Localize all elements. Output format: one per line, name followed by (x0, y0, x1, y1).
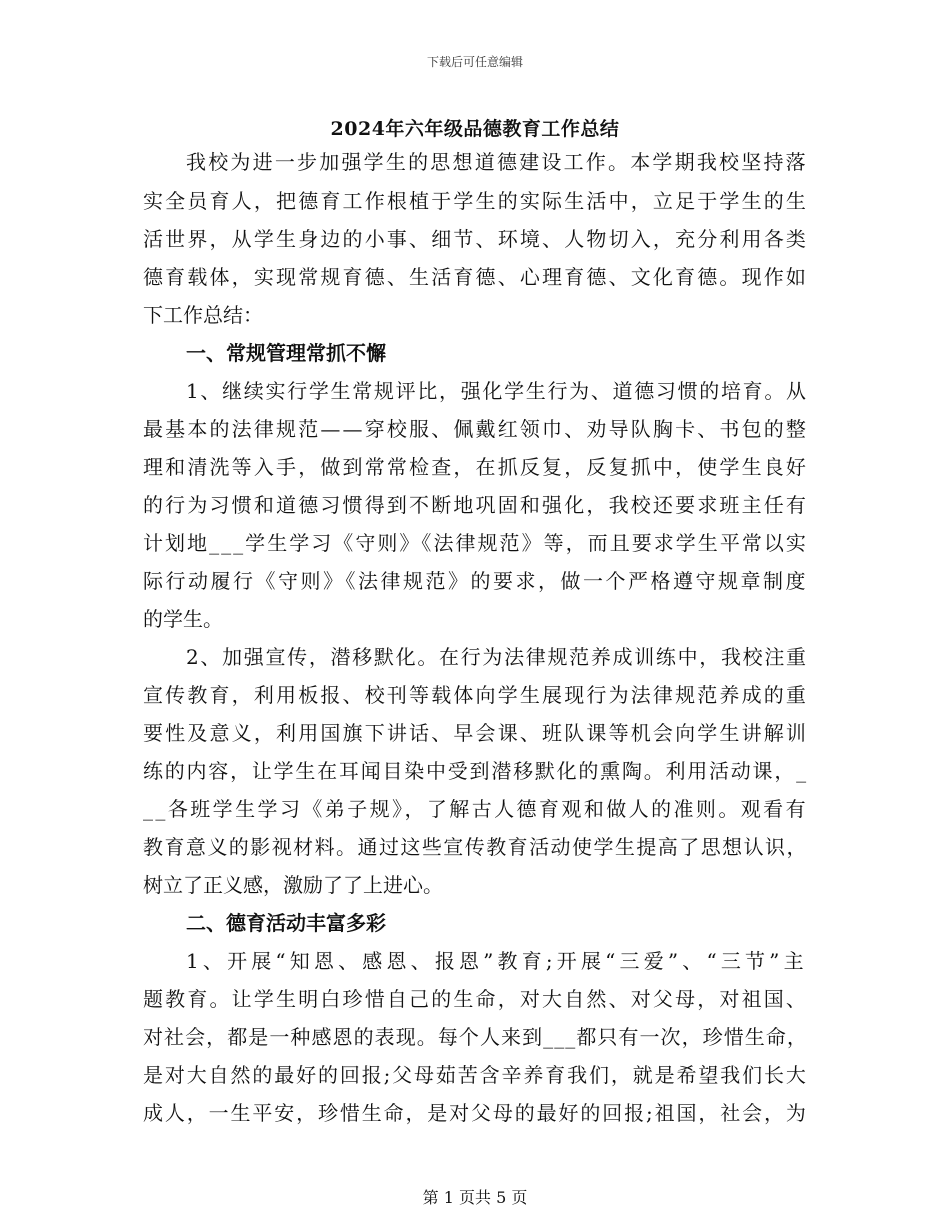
body-line: 题教育。让学生明白珍惜自己的生命，对大自然、对父母，对祖国、 (143, 987, 809, 1011)
section-heading-1: 一、常规管理常抓不懈 (186, 341, 386, 365)
section-heading-2: 二、德育活动丰富多彩 (186, 911, 386, 935)
body-line: 是对大自然的最好的回报;父母茹苦含辛养育我们，就是希望我们长大 (143, 1063, 808, 1087)
body-line: 际行动履行《守则》《法律规范》的要求，做一个严格遵守规章制度 (143, 569, 808, 593)
body-line: 最基本的法律规范——穿校服、佩戴红领巾、劝导队胸卡、书包的整 (143, 417, 809, 441)
document-title: 2024年六年级品德教育工作总结 (330, 118, 620, 140)
body-line: 计划地___学生学习《守则》《法律规范》等，而且要求学生平常以实 (143, 531, 808, 555)
body-line: 下工作总结： (143, 303, 263, 327)
body-line: 的学生。 (143, 607, 223, 631)
body-line: 树立了正义感，激励了了上进心。 (143, 873, 443, 897)
body-line: 宣传教育，利用板报、校刊等载体向学生展现行为法律规范养成的重 (143, 683, 809, 707)
body-line: 2、加强宣传，潜移默化。在行为法律规范养成训练中，我校注重 (186, 645, 808, 669)
body-line: 对社会，都是一种感恩的表现。每个人来到___都只有一次，珍惜生命， (143, 1025, 808, 1049)
body-line: 教育意义的影视材料。通过这些宣传教育活动使学生提高了思想认识， (143, 835, 808, 859)
body-line: 活世界，从学生身边的小事、细节、环境、人物切入，充分利用各类 (143, 227, 809, 251)
body-line: 要性及意义，利用国旗下讲话、早会课、班队课等机会向学生讲解训 (143, 721, 809, 745)
body-line: 德育载体，实现常规育德、生活育德、心理育德、文化育德。现作如 (143, 265, 809, 289)
page-header: 下载后可任意编辑 (426, 55, 523, 69)
body-line: __各班学生学习《弟子规》，了解古人德育观和做人的准则。观看有 (143, 797, 809, 821)
body-line: 实全员育人，把德育工作根植于学生的实际生活中，立足于学生的生 (143, 189, 809, 213)
body-line: 我校为进一步加强学生的思想道德建设工作。本学期我校坚持落 (186, 150, 808, 174)
body-line: 成人，一生平安，珍惜生命，是对父母的最好的回报;祖国，社会，为 (143, 1101, 808, 1125)
body-line: 的行为习惯和道德习惯得到不断地巩固和强化，我校还要求班主任有 (143, 493, 809, 517)
body-line: 1、开展“知恩、感恩、报恩”教育;开展“三爱”、“三节”主 (186, 949, 808, 973)
body-line: 练的内容，让学生在耳闻目染中受到潜移默化的熏陶。利用活动课，_ (143, 759, 808, 783)
page-footer: 第 1 页共 5 页 (422, 1188, 528, 1207)
body-line: 1、继续实行学生常规评比，强化学生行为、道德习惯的培育。从 (186, 379, 808, 403)
body-line: 理和清洗等入手，做到常常检查，在抓反复，反复抓中，使学生良好 (143, 455, 809, 479)
